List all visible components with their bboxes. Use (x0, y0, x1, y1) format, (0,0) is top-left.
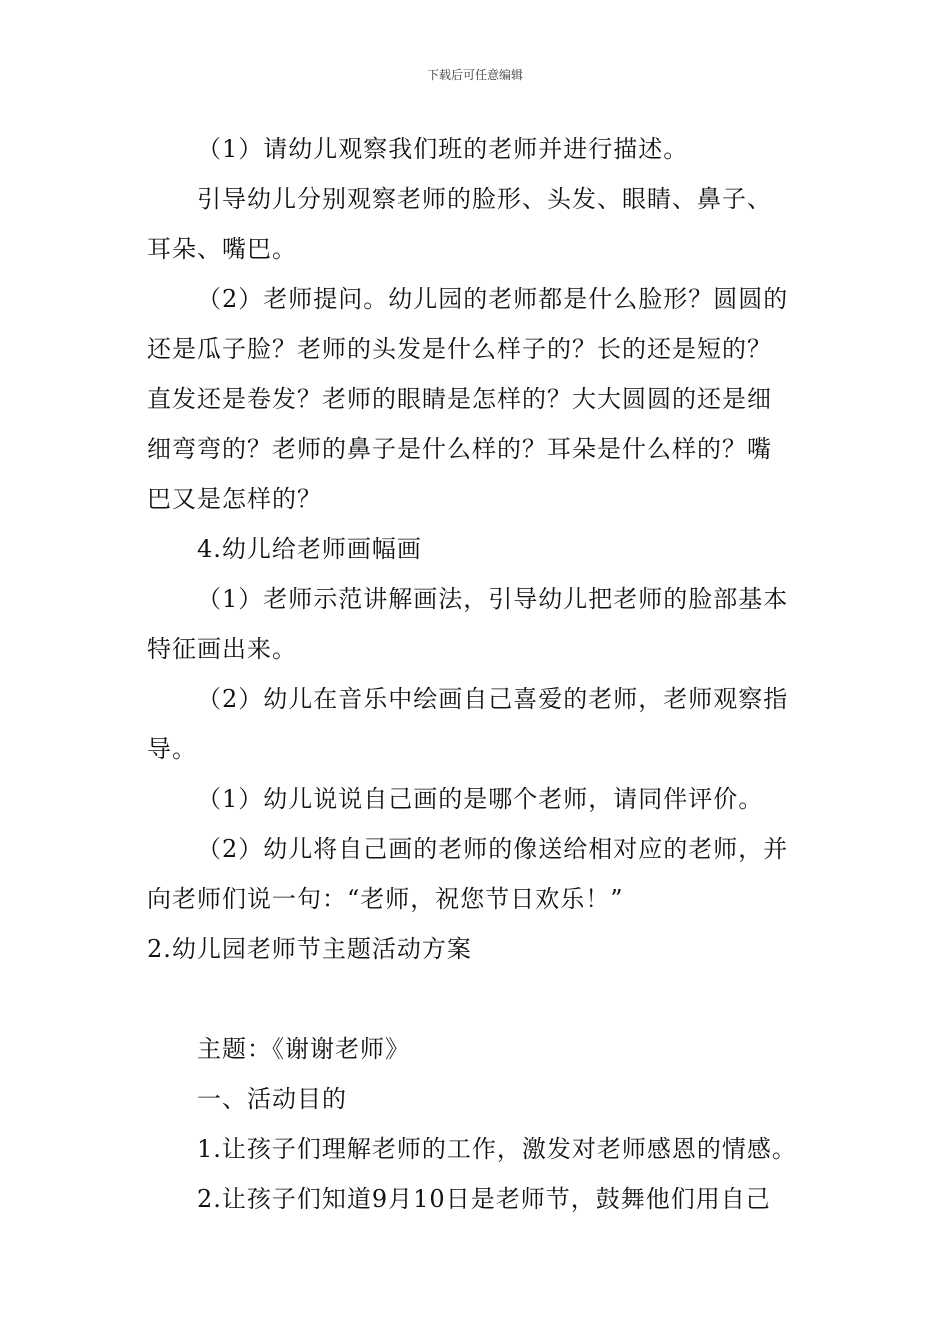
paragraph-line: （1）幼儿说说自己画的是哪个老师，请同伴评价。 (197, 785, 764, 813)
paragraph-line: （1）请幼儿观察我们班的老师并进行描述。 (197, 135, 689, 163)
paragraph-line: 细弯弯的？老师的鼻子是什么样的？耳朵是什么样的？嘴 (147, 435, 772, 463)
theme-line: 主题：《谢谢老师》 (197, 1035, 410, 1063)
paragraph-line: （2）老师提问。幼儿园的老师都是什么脸形？圆圆的 (197, 285, 789, 313)
paragraph-line: （1）老师示范讲解画法，引导幼儿把老师的脸部基本 (197, 585, 789, 613)
section-title: 2.幼儿园老师节主题活动方案 (147, 935, 472, 963)
paragraph-line: 引导幼儿分别观察老师的脸形、头发、眼睛、鼻子、 (197, 185, 772, 213)
paragraph-line: 巴又是怎样的？ (147, 485, 322, 513)
paragraph-line: 特征画出来。 (147, 635, 297, 663)
paragraph-line: 耳朵、嘴巴。 (147, 235, 297, 263)
paragraph-line: 向老师们说一句：“老师，祝您节日欢乐！” (147, 885, 624, 913)
paragraph-line: 还是瓜子脸？老师的头发是什么样子的？长的还是短的？ (147, 335, 772, 363)
paragraph-line: 直发还是卷发？老师的眼睛是怎样的？大大圆圆的还是细 (147, 385, 772, 413)
paragraph-line: 1.让孩子们理解老师的工作，激发对老师感恩的情感。 (197, 1135, 797, 1163)
paragraph-line: 导。 (147, 735, 197, 763)
section-heading: 4.幼儿给老师画幅画 (197, 535, 422, 563)
paragraph-line: （2）幼儿将自己画的老师的像送给相对应的老师，并 (197, 835, 789, 863)
paragraph-line: 2.让孩子们知道9月10日是老师节，鼓舞他们用自己 (197, 1185, 771, 1213)
page-header: 下载后可任意编辑 (426, 68, 523, 82)
section-heading: 一、活动目的 (197, 1085, 347, 1113)
paragraph-line: （2）幼儿在音乐中绘画自己喜爱的老师，老师观察指 (197, 685, 789, 713)
